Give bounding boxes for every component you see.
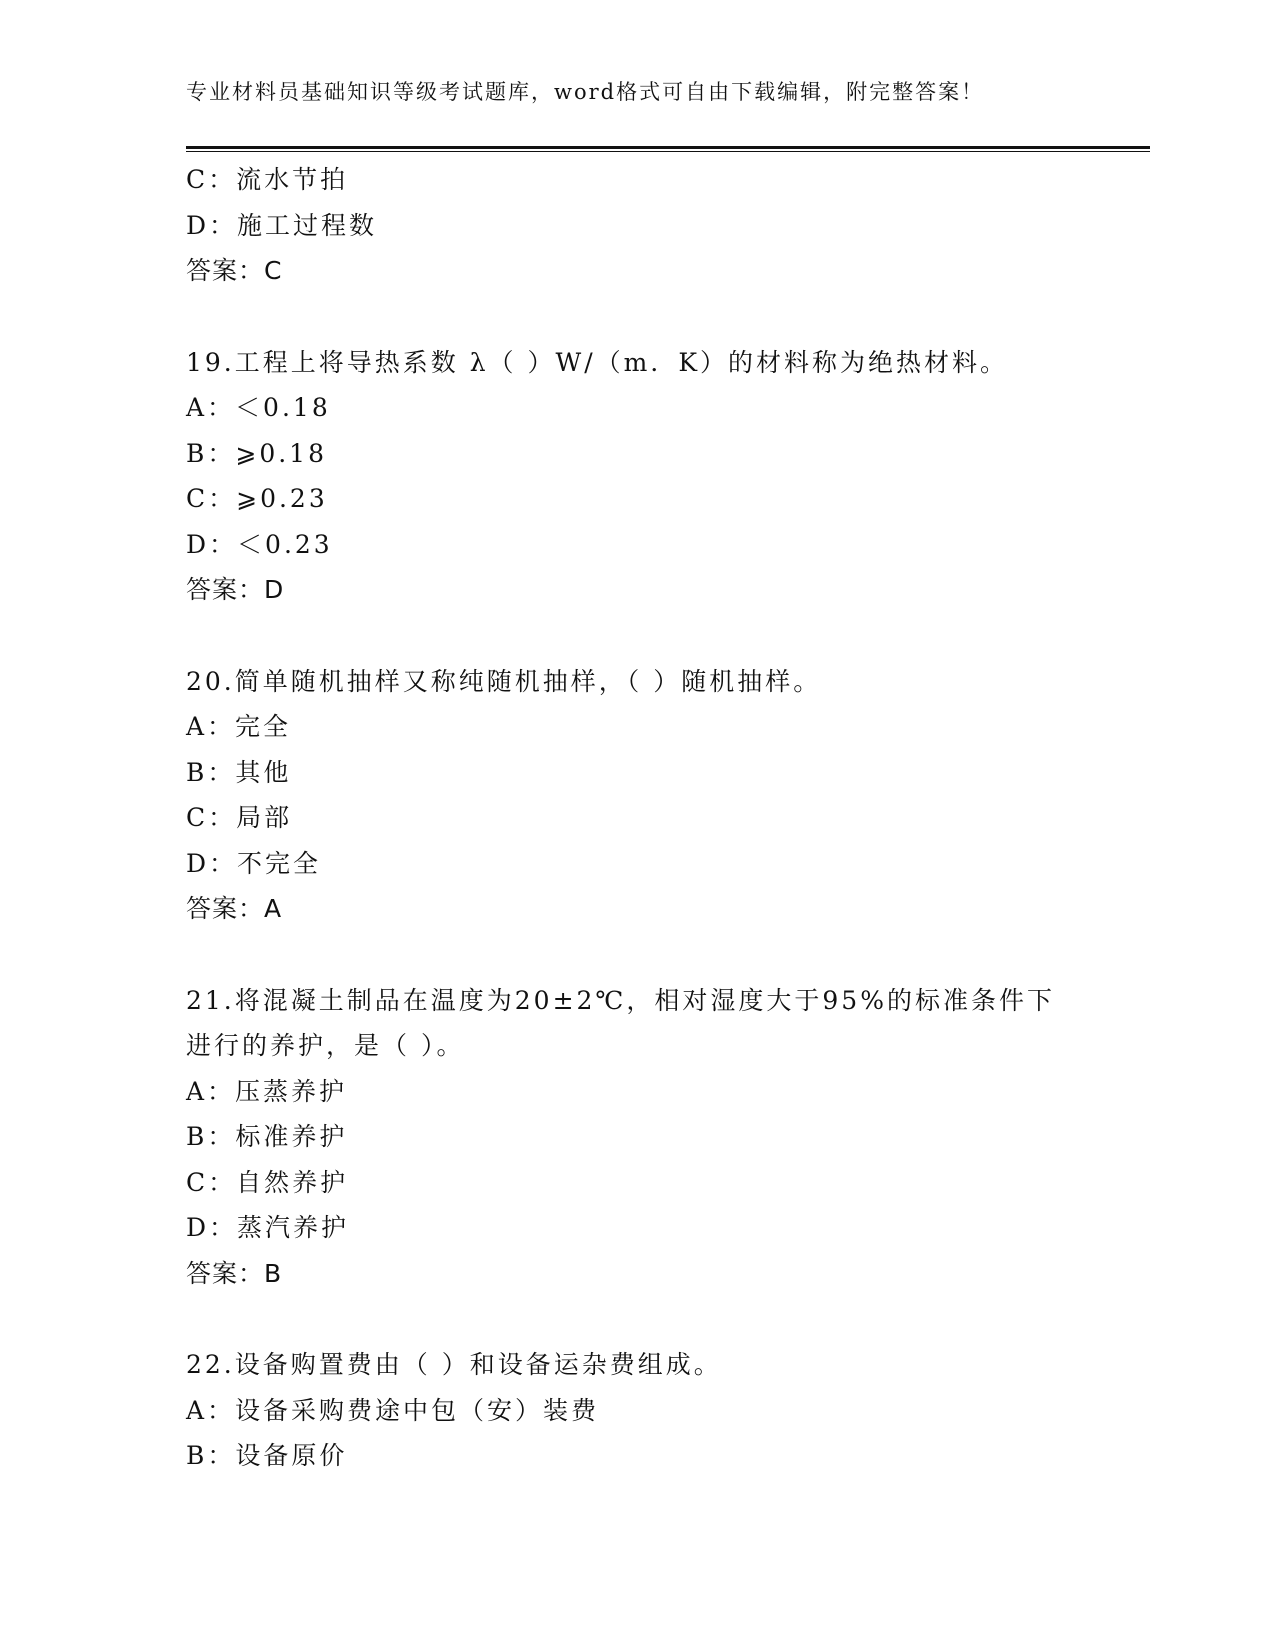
page-header: 专业材料员基础知识等级考试题库，word格式可自由下载编辑，附完整答案！	[186, 80, 985, 104]
option-b: B：⩾0.18	[186, 438, 327, 468]
option-c: C：流水节拍	[186, 165, 349, 194]
spacer	[186, 294, 1086, 340]
option-b: B：标准养护	[186, 1122, 348, 1151]
answer-line: 答案：D	[186, 575, 285, 604]
spacer	[186, 932, 1086, 978]
question-stem: 19.工程上将导热系数 λ（ ）W/（m．K）的材料称为绝热材料。	[186, 347, 1009, 377]
option-b: B：设备原价	[186, 1441, 348, 1470]
question-21	[186, 978, 1086, 1297]
option-d: D：＜0.23	[186, 529, 333, 559]
option-a: A：完全	[186, 712, 292, 741]
option-a: A：压蒸养护	[186, 1076, 348, 1106]
question-20	[186, 659, 1086, 932]
option-c: C：⩾0.23	[186, 484, 328, 513]
option-a: A：设备采购费途中包（安）装费	[186, 1395, 600, 1425]
header-rule-thin	[186, 151, 1150, 152]
option-d: D：施工过程数	[186, 210, 378, 240]
header-rule-thick	[186, 146, 1150, 149]
spacer	[186, 1296, 1086, 1342]
option-b: B：其他	[186, 757, 292, 787]
question-stem-line-1: 21.将混凝土制品在温度为20±2℃，相对湿度大于95%的标准条件下	[186, 985, 1055, 1015]
option-d: D：蒸汽养护	[186, 1213, 350, 1242]
answer-line: 答案：A	[186, 894, 283, 923]
option-c: C：自然养护	[186, 1167, 349, 1197]
question-stem-line-2: 进行的养护，是（ ）。	[186, 1031, 465, 1060]
question-stem: 20.简单随机抽样又称纯随机抽样，（ ）随机抽样。	[186, 666, 822, 696]
answer-line: 答案：B	[186, 1258, 283, 1288]
question-18-tail	[186, 157, 1086, 294]
question-list	[186, 157, 1086, 1479]
option-d: D：不完全	[186, 848, 322, 878]
answer-line: 答案：C	[186, 256, 283, 285]
option-c: C：局部	[186, 803, 293, 832]
question-19	[186, 340, 1086, 613]
option-a: A：＜0.18	[186, 393, 331, 422]
question-22	[186, 1342, 1086, 1479]
question-stem: 22.设备购置费由（ ）和设备运杂费组成。	[186, 1350, 722, 1379]
spacer	[186, 613, 1086, 659]
